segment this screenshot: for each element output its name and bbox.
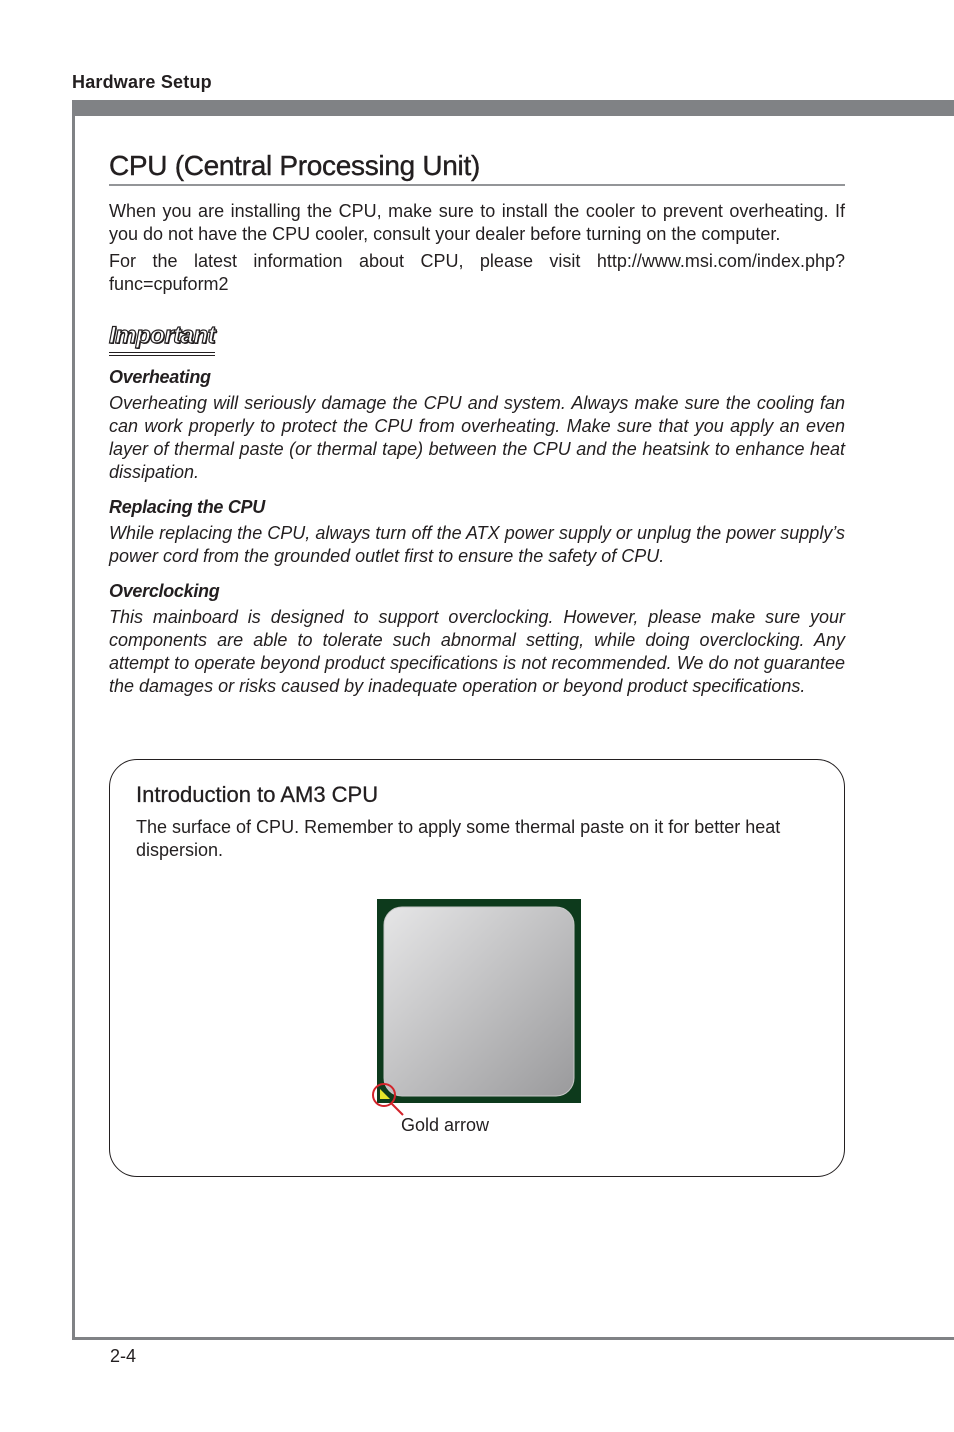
box-title: Introduction to AM3 CPU — [136, 782, 379, 807]
note-title: Replacing the CPU — [109, 497, 265, 517]
intro-paragraph: When you are installing the CPU, make sure to install the cooler to prevent overheating. If you do not have the CPU cooler, consult your dealer before turning on the computer. — [109, 201, 845, 244]
intro-paragraph: For the latest information about CPU, please visit http://www.msi.com/index.php?func=cpuform2 — [109, 251, 845, 294]
left-margin-rule — [72, 100, 75, 1340]
main-content — [109, 150, 845, 698]
page-title: CPU (Central Processing Unit) — [109, 150, 845, 186]
gold-arrow-caption: Gold arrow — [401, 1115, 490, 1135]
important-heading: Important — [109, 322, 215, 356]
page-number: 2-4 — [110, 1346, 137, 1366]
note-replacing-cpu — [109, 496, 845, 568]
note-body: This mainboard is designed to support overclocking. However, please make sure your components are able to tolerate such abnormal setting, while doing overclocking. Any attempt to operate beyond product specifications is not recommended. We do not guarantee the damages or risks caused by inadequate operation or beyond product specifications. — [109, 607, 845, 696]
intro-text — [109, 200, 845, 296]
box-description: The surface of CPU. Remember to apply some thermal paste on it for better heat dispersion. — [136, 817, 781, 860]
note-body: Overheating will seriously damage the CPU and system. Always make sure the cooling fan can work properly to protect the CPU from overheating. Make sure that you apply an even layer of thermal paste (or thermal tape) between the CPU and the heatsink to enhance heat dissipation. — [109, 393, 845, 482]
note-title: Overheating — [109, 367, 211, 387]
footer-rule — [72, 1337, 954, 1340]
header-bar — [72, 100, 954, 116]
note-overheating — [109, 366, 845, 484]
note-body: While replacing the CPU, always turn off the ATX power supply or unplug the power supply’s power cord from the grounded outlet first to ensure the safety of CPU. — [109, 523, 845, 566]
note-overclocking — [109, 580, 845, 698]
section-label: Hardware Setup — [72, 72, 212, 92]
note-title: Overclocking — [109, 581, 220, 601]
